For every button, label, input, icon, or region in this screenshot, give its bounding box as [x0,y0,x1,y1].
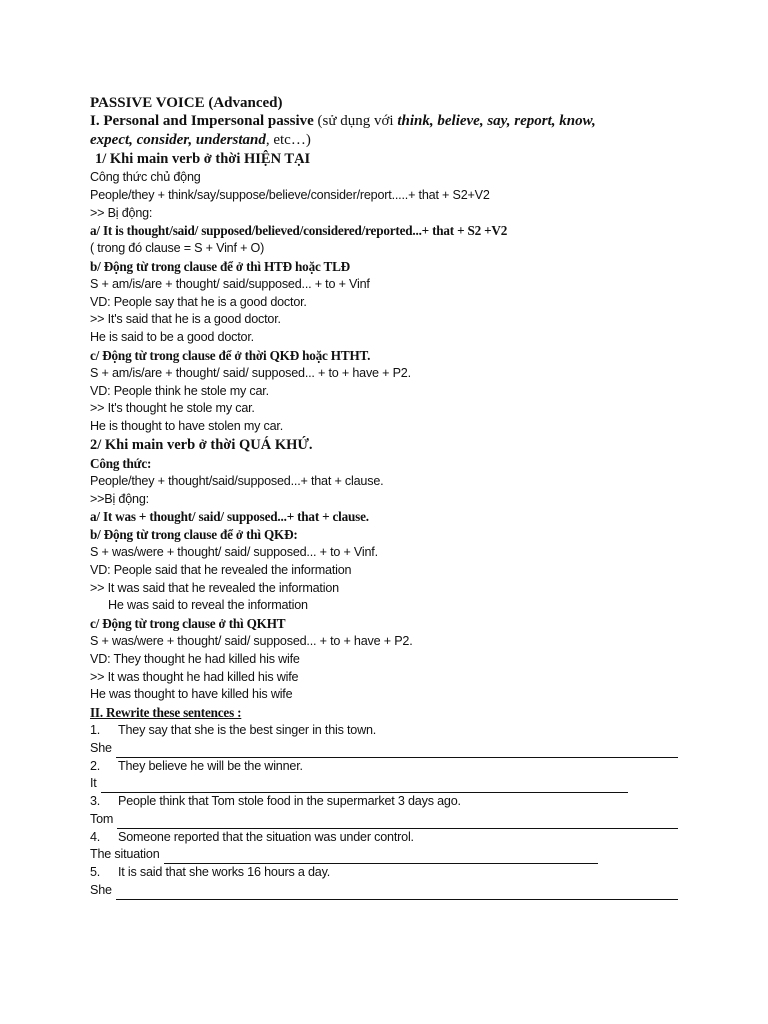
part1-line: ( trong đó clause = S + Vinf + O) [90,241,265,256]
exercise-heading: II. Rewrite these sentences : [90,705,242,721]
exercise-question [90,829,690,847]
part2-line: People/they + thought/said/supposed...+ that + clause. [90,473,384,488]
part2-line: S + was/were + thought/ said/ supposed... + to + have + P2. [90,633,413,648]
part1-line: He is thought to have stolen my car. [90,419,284,434]
answer-blank[interactable] [101,779,628,793]
section-1-verbs-a: think, believe, say, report, know, [397,113,596,129]
exercise-question [90,758,690,776]
part2-line: >> It was said that he revealed the information [90,580,339,595]
answer-blank[interactable] [116,744,678,758]
section-1-heading [90,112,690,150]
question-number: 3. [90,794,101,809]
question-text: They believe he will be the winner. [118,758,303,773]
part2-line: >> It was thought he had killed his wife [90,669,299,684]
section-1-note-close: , etc…) [265,132,311,148]
question-text: Someone reported that the situation was under control. [118,829,414,844]
question-text: It is said that she works 16 hours a day. [118,865,331,880]
page-title: PASSIVE VOICE (Advanced) [90,95,283,111]
exercise-items [90,722,690,900]
part1-line: Công thức chủ động [90,170,201,184]
part-1-heading: 1/ Khi main verb ở thời HIỆN TẠI [95,151,311,167]
part2-line: Công thức: [90,455,152,471]
part1-line: b/ Động từ trong clause để ở thì HTĐ hoặc TLĐ [90,258,350,274]
part-1-lines [90,169,690,436]
part2-line: He was thought to have killed his wife [90,687,293,702]
answer-line [90,882,690,900]
part2-line: b/ Động từ trong clause để ở thì QKĐ: [90,527,298,543]
answer-start-word: She [90,883,112,898]
part2-line: >>Bị động: [90,491,149,506]
part1-line: People/they + think/say/suppose/believe/consider/report.....+ that + S2+V2 [90,187,490,202]
exercise-question [90,793,690,811]
part1-line: c/ Động từ trong clause để ở thời QKĐ hoặc HTHT. [90,347,371,363]
question-text: They say that she is the best singer in this town. [118,722,377,737]
question-text: People think that Tom stole food in the supermarket 3 days ago. [118,794,461,809]
section-1-note-open: (sử dụng với [313,113,398,129]
section-1-verbs-b: expect, consider, understand [90,132,266,148]
exercise-question [90,864,690,882]
answer-start-word: The situation [90,847,160,862]
answer-blank[interactable] [116,886,678,900]
document [90,94,690,900]
part2-line: S + was/were + thought/ said/ supposed... + to + Vinf. [90,544,378,559]
question-number: 1. [90,722,101,737]
answer-start-word: Tom [90,811,114,826]
answer-blank[interactable] [117,815,678,829]
part-2-lines [90,455,690,704]
exercise-question [90,722,690,740]
part1-line: >> It's said that he is a good doctor. [90,312,281,327]
answer-start-word: It [90,776,97,791]
part1-line: S + am/is/are + thought/ said/ supposed... + to + have + P2. [90,365,411,380]
answer-start-word: She [90,740,112,755]
part-2-heading: 2/ Khi main verb ở thời QUÁ KHỨ. [90,436,313,453]
question-number: 4. [90,829,101,844]
part1-line: >> It's thought he stole my car. [90,401,255,416]
answer-line [90,740,690,758]
part2-line: a/ It was + thought/ said/ supposed...+ that + clause. [90,509,369,525]
question-number: 2. [90,758,101,773]
part1-line: VD: People think he stole my car. [90,383,269,398]
part1-line: >> Bị động: [90,205,153,220]
part1-line: S + am/is/are + thought/ said/supposed... + to + Vinf [90,276,370,291]
part2-line: c/ Động từ trong clause ở thì QKHT [90,616,286,632]
part2-line: He was said to reveal the information [108,598,308,613]
part2-line: VD: People said that he revealed the information [90,562,352,577]
section-1-title: I. Personal and Impersonal passive [90,113,314,129]
part1-line: He is said to be a good doctor. [90,330,254,345]
part1-line: VD: People say that he is a good doctor. [90,294,307,309]
answer-line [90,811,690,829]
question-number: 5. [90,865,101,880]
answer-line [90,775,690,793]
answer-line [90,846,690,864]
answer-blank[interactable] [164,850,598,864]
part2-line: VD: They thought he had killed his wife [90,651,300,666]
part1-line: a/ It is thought/said/ supposed/believed/considered/reported...+ that + S2 +V2 [90,223,508,239]
